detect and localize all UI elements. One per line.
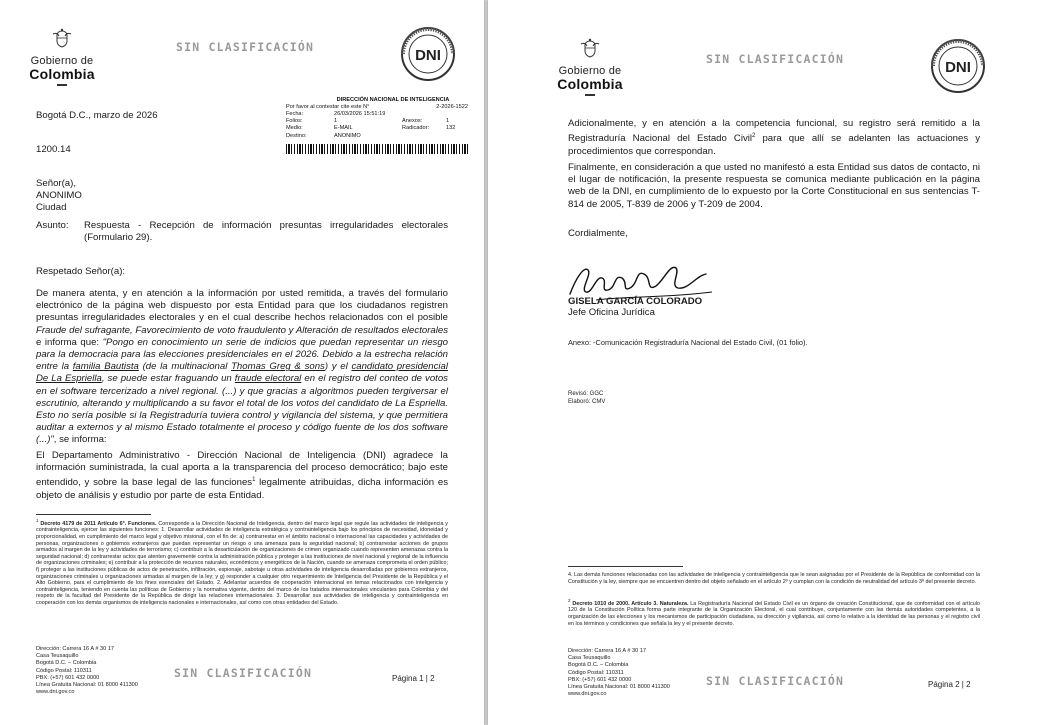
classification-stamp-footer: SIN CLASIFICACIÓN [706,674,845,688]
dni-logo [930,38,986,99]
registry-title: DIRECCIÓN NACIONAL DE INTELIGENCIA [336,97,450,103]
registry-row: Destino: ANONIMO [286,132,361,139]
review-block [568,390,605,406]
dni-logo-text: DNI [415,47,441,64]
page-number: Página 1 | 2 [392,674,435,683]
closing: Cordialmente, [568,228,628,239]
registry-row: Medio: E-MAIL Radicador: 132 [286,125,456,132]
signer-title: Jefe Oficina Jurídica [568,307,655,318]
gobierno-colombia-logo [550,38,630,96]
registry-barcode [286,144,470,154]
coat-of-arms-icon [579,38,601,60]
gov-logo-line2: Colombia [29,66,95,82]
footnote-2: $^2$ Decreto 1010 de 2000. Artículo 3. Naturaleza. La Registraduría Nacional del Estado Civil es un órgano de creación Constitucional, que de conformidad con el artículo 120 de la Constitución Política forma parte integrante de la Organización Electoral, el cual contribuye, conjuntamente con las demás autoridades competentes, a la organización de las elecciones y los mecanismos de participación ciudadana, su dirección y vigilancia, así como lo relativo a la identidad de las personas y el registro civil en los términos y condiciones que señala la ley y el presente decreto. [568,598,980,627]
reviewed-by: Revisó: GGC [568,391,604,397]
footer-address: Dirección: Carrera 16 A # 30 17 Casa Teusaquillo Bogotá D.C. – Colombia Código Postal: 110311 PBX: (+57) 601 432 0000 Línea Gratuita Nacional: 01 8000 411300 www.dni.gov.co [36,646,138,696]
page-number: Página 2 | 2 [928,680,971,689]
registry-stamp [286,97,476,154]
gov-logo-line2: Colombia [557,76,623,92]
footer-address: Dirección: Carrera 16 A # 30 17 Casa Teusaquillo Bogotá D.C. – Colombia Código Postal: 110311 PBX: (+57) 601 432 0000 Línea Gratuita Nacional: 01 8000 411300 www.dni.gov.co [568,648,670,698]
letter-page-2 [488,0,1052,725]
body-paragraph-2: El Departamento Administrativo - Dirección Nacional de Inteligencia (DNI) agradece la información suministrada, la cual aporta a la transparencia del proceso democrático; bajo este entendido, y sobre la base legal de las funciones$^1$ legalmente atribuidas, dicha información es objeto de análisis y estudio por parte de esta Entidad. [36,450,448,501]
coat-of-arms-icon [51,28,73,50]
reference-code: 1200.14 [36,144,71,155]
registry-row: Fecha: 26/03/2026 15:51:19 [286,110,386,117]
footnote-rule [568,566,683,567]
gobierno-colombia-logo [22,28,102,86]
registry-reply-label: Por favor al contestar cite este N° [286,103,370,110]
prepared-by: Elaboró: CMV [568,399,606,405]
dni-logo [400,26,456,87]
subject-block [36,220,448,244]
gov-logo-line1: Gobierno de [30,55,94,67]
signer-name: GISELA GARCÍA COLORADO [568,296,703,307]
gov-logo-line1: Gobierno de [558,65,622,77]
registry-row: Folios: 1 Anexos: 1 [286,118,450,124]
recipient-block: Señor(a), ANONIMO Ciudad [36,178,82,214]
body-paragraph-4: Finalmente, en consideración a que usted no manifestó a esta Entidad sus datos de contacto, ni el lugar de notificación, la presente respuesta se comunica mediante publicación en la página web de la DNI, en cumplimiento de lo expuesto por la Corte Constitucional en sus sentencias T-814 de 2005, T-839 de 2006 y T-209 de 2004. [568,162,980,210]
place-date: Bogotá D.C., marzo de 2026 [36,110,158,121]
registry-reply-number: 2-2026-1522 [436,103,468,110]
dni-seal-icon [400,26,456,82]
footnote-1: $^1$ Decreto 4179 de 2011 Artículo 6°. Funciones. Corresponde a la Dirección Nacional de Inteligencia, dentro del marco legal que regule las actividades de inteligencia y contrainteligencia, ejercer las siguientes funciones: 1. Desarrollar actividades de inteligencia estratégica y contrainteligencia bajo los principios de necesidad, idoneidad y proporcionalidad, en cumplimiento del marco legal y objetivo misional, con el fin de: a) contrarrestar en el ámbito nacional o internacional las capacidades y actividades de personas, organizaciones o gobiernos extranjeros que puedan representar un riesgo o una amenaza para la seguridad nacional; b) contrarrestar acciones de grupos armados al margen de la ley y actividades de terrorismo; c) contribuir a la desarticulación de organizaciones de crimen organizado cuando representen amenazas contra la seguridad nacional; d) contrarrestar actos que atenten gravemente contra la administración pública y proteger a las instituciones de nivel nacional y regional de la influencia de organizaciones criminales; e) contribuir a la protección de recursos naturales, económicos y energéticos de la Nación, cuando se amenaza comprometa el orden público; f) proteger a las instituciones públicas de actos de penetración, infiltración, espionaje, sabotaje u otras actividades de inteligencia desarrolladas por gobiernos extranjeros, organizaciones criminales u organizaciones armadas al margen de la ley; y g) responder a cualquier otro requerimiento de Inteligencia del Presidente de la República y el Alto Gobierno, para el cumplimiento de los fines esenciales del Estado. 2. Adelantar acuerdos de cooperación internacional en temas relacionados con inteligencia y contrainteligencia, teniendo en cuenta las políticas de Gobierno y la normativa vigente, dentro del marco de los tratados internacionales vinculantes para Colombia y del respeto de la facultad del Presidente de la República de dirigir las relaciones internacionales. 3. Desarrollar sus actividades de inteligencia y contrainteligencia en cooperación con los demás organismos de inteligencia nacionales e internacionales, así como con otras entidades del Estado. [36,518,449,606]
greeting: Respetado Señor(a): [36,266,126,277]
annex-note: Anexo: -Comunicación Registraduría Nacional del Estado Civil, (01 folio). [568,338,808,347]
classification-stamp: SIN CLASIFICACIÓN [706,52,845,66]
subject-text: Respuesta - Recepción de información presuntas irregularidades electorales (Formulario 29). [84,220,448,244]
dni-seal-icon [930,38,986,94]
body-paragraph-1: De manera atenta, y en atención a la información por usted remitida, a través del formulario electrónico de la página web dispuesto por esta Entidad para que los ciudadanos registren presuntas irregularidades electorales y en el cual describe hechos relacionados con el posible Fraude del sufragante, Favorecimiento de voto fraudulento y Alteración de resultados electorales e informa que: "Pongo en conocimiento un serie de indicios que puedan representar un riesgo para la democracia para las elecciones presidenciales en el 2026. Debido a la estrecha relación entre la familia Bautista (de la multinacional Thomas Greg & sons) y el candidato presidencial De La Espriella, se puede estar fraguando un fraude electoral en el registro del conteo de votos en el software tercerizado a nivel regional. (...) y que gracias a algoritmos pueden tergiversar el escrutinio, alterando y multiplicando a su favor el total de los votos del candidato de La Espriella. Esto no sería posible si la Registraduría tuviera control y vigilancia del sistema, y que permitiera auditar a externos y al mismo Estado totalmente el proceso y código fuente de los dos software (...)", se informa: [36,288,448,446]
letter-page-1 [0,0,484,725]
dni-logo-text: DNI [945,59,971,76]
classification-stamp: SIN CLASIFICACIÓN [176,40,315,54]
footer-website: www.dni.gov.co [36,689,75,696]
footnote-rule [36,514,151,515]
classification-stamp-footer: SIN CLASIFICACIÓN [174,666,313,680]
registry-fields [286,111,461,141]
footer-website: www.dni.gov.co [568,691,607,698]
footnote-1-continued: 4. Las demás funciones relacionadas con las actividades de inteligencia y contrainteligencia que le sean asignadas por el Presidente de la República de conformidad con la Constitución y la ley, siempre que se encuentren dentro del objeto señalado en el artículo 2º y cumplan con la condición de neutralidad del artículo 3º del presente decreto. [568,572,980,585]
subject-label: Asunto: [36,220,69,231]
body-paragraph-3: Adicionalmente, y en atención a la competencia funcional, su registro será remitido a la Registraduría Nacional del Estado Civil$^2$ para que allí se adelanten las actuaciones y procedimientos que correspondan. [568,118,981,157]
